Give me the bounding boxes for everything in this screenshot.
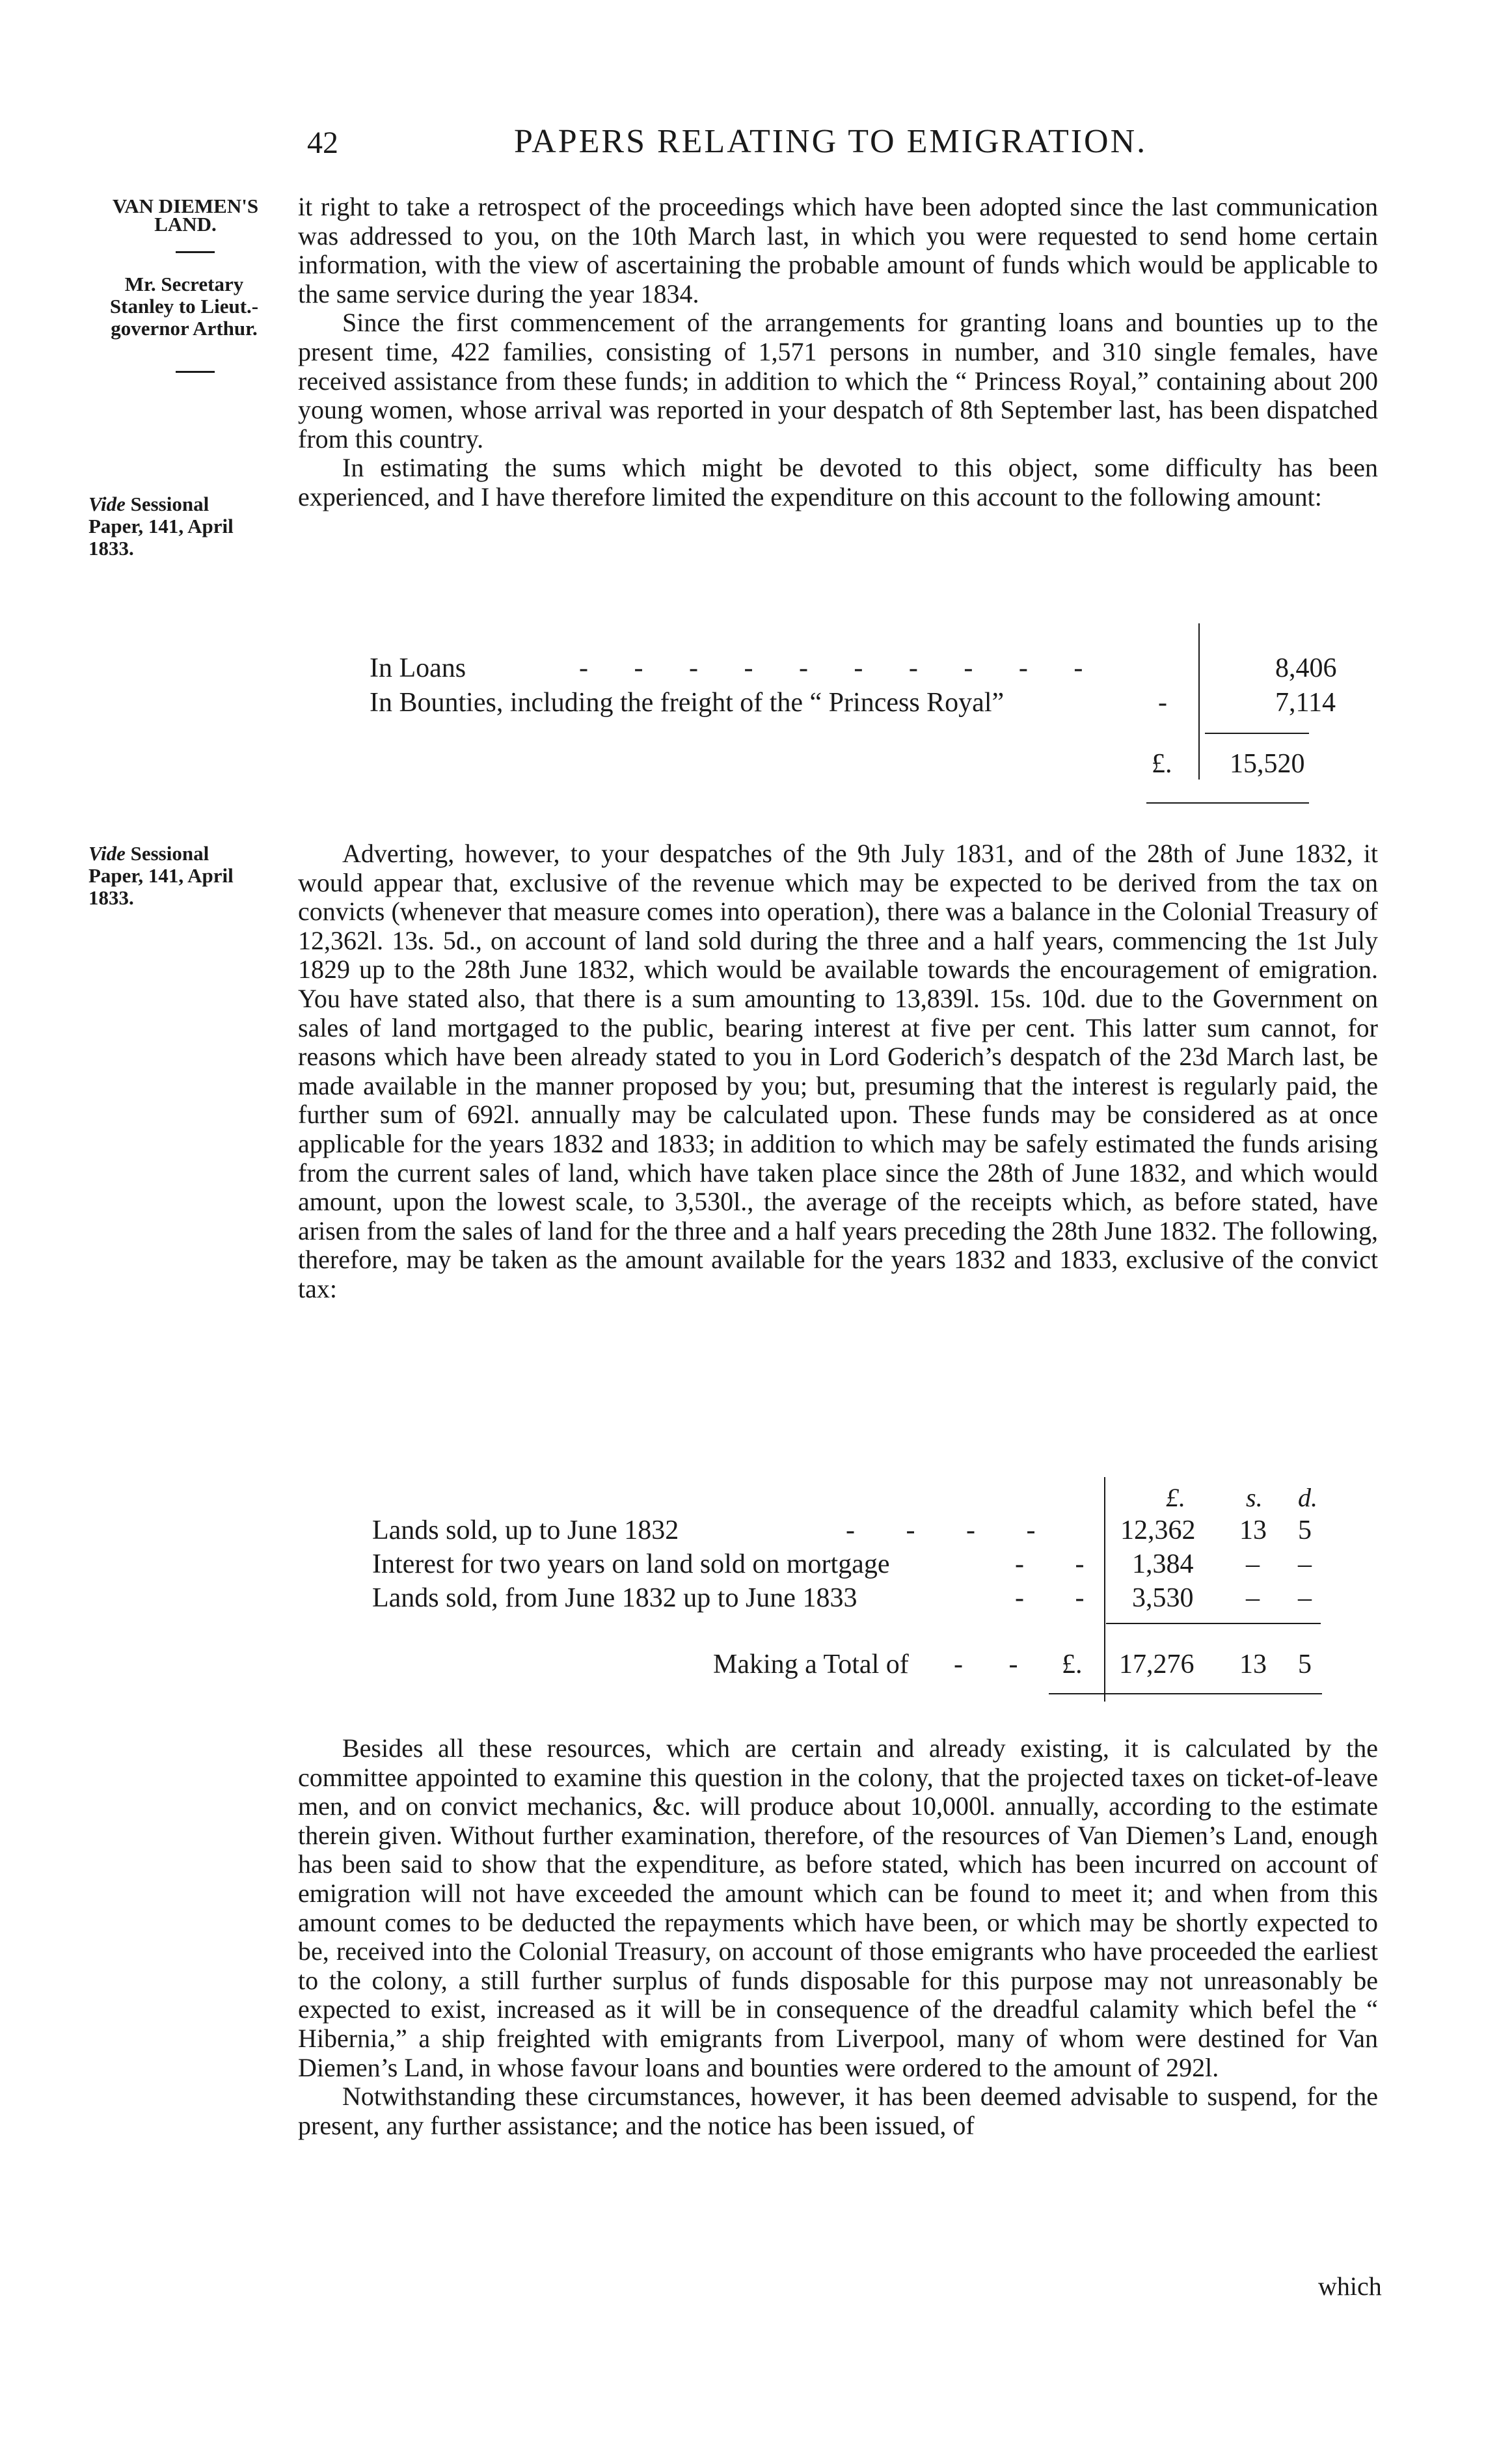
table-row-leaders: - - bbox=[1015, 1549, 1107, 1579]
sidenote-vide-2-line3: 1833. bbox=[88, 886, 134, 909]
total-shillings: 13 bbox=[1239, 1650, 1267, 1679]
table-row-label: Interest for two years on land sold on mortgage bbox=[372, 1549, 890, 1579]
sidenote-vide-1-text: Sessional bbox=[125, 493, 209, 515]
column-header-pence: d. bbox=[1298, 1483, 1317, 1512]
paragraph: Besides all these resources, which are certain and already existing, it is calculated by the committee appointed to examine this question in the colony, that the projected taxes on ticket-of-leave men, and on convict mechanics, &c. will produce about 10,000l. annually, according to the estimate therein given. Without further examination, therefore, of the resources of Van Diemen’s Land, enough has been said to show that the expenditure, as before stated, which has been incurred on account of emigration will not have exceeded the amount which can be found to meet it; and when from this amount comes to be deducted the repayments which have been, or which may be shortly expected to be, received into the Colonial Treasury, on account of those emigrants who have proceeded the earliest to the colony, a still further surplus of funds disposable for this purpose may not unreasonably be expected to exist, increased as it will be in consequence of the dreadful calamity which befel the “ Hibernia,” a ship freighted with emigrants from Liverpool, many of whom were destined for Van Diemen’s Land, in whose favour loans and bounties were ordered to the amount of 292l. bbox=[298, 1733, 1378, 2082]
sidenote-correspondence-line2: Stanley to Lieut.- bbox=[109, 295, 259, 318]
sidenote-vide-1-line2: Paper, 141, April bbox=[88, 515, 234, 537]
body-section-3 bbox=[298, 1734, 1378, 2140]
table-cell-shillings: 13 bbox=[1239, 1515, 1267, 1545]
sidenote-location-line1: VAN DIEMEN'S bbox=[112, 195, 259, 217]
table-row-leaders: - - bbox=[1015, 1583, 1107, 1613]
total-leaders: - - bbox=[954, 1650, 1038, 1679]
table-cell-shillings: – bbox=[1246, 1549, 1260, 1579]
sidenote-correspondence-line1: Mr. Secretary bbox=[124, 273, 244, 295]
table-row-amount: 8,406 bbox=[1275, 653, 1337, 683]
table-cell-pounds: 1,384 bbox=[1132, 1549, 1194, 1579]
column-header-shillings: s. bbox=[1246, 1483, 1263, 1512]
table-cell-shillings: – bbox=[1246, 1583, 1260, 1613]
paragraph: it right to take a retrospect of the proceedings which have been adopted since the last communication was addressed to you, on the 10th March last, in which you were requested to send home certain information, with the view of ascertaining the probable amount of funds which would be applicable to the same service during the year 1834. bbox=[298, 192, 1378, 308]
table-row-amount: 7,114 bbox=[1275, 688, 1336, 718]
table-row-label: Lands sold, up to June 1832 bbox=[372, 1515, 679, 1545]
total-currency: £. bbox=[1062, 1650, 1083, 1679]
table-cell-pounds: 3,530 bbox=[1132, 1583, 1194, 1613]
table-row-leaders: - bbox=[1158, 688, 1167, 718]
sidenote-location-line2: LAND. bbox=[154, 213, 217, 236]
sidenote-correspondence-line3: governor Arthur. bbox=[111, 317, 258, 340]
table-cell-pence: – bbox=[1298, 1549, 1312, 1579]
page-number: 42 bbox=[307, 126, 338, 160]
total-rule bbox=[1049, 1693, 1322, 1694]
total-pounds: 17,276 bbox=[1119, 1650, 1195, 1679]
paragraph: Adverting, however, to your despatches of the 9th July 1831, and of the 28th of June 1832, it would appear that, exclusive of the revenue which may be expected to be derived from the tax on convicts (whenever that measure comes into operation), there was a balance in the Colonial Treasury of 12,362l. 13s. 5d., on account of land sold during the three and a half years, commencing the 1st July 1829 up to the 28th June 1832, which would be available towards the encouragement of emigration. You have stated also, that there is a sum amounting to 13,839l. 15s. 10d. due to the Government on sales of land mortgaged to the public, bearing interest at five per cent. This latter sum cannot, for reasons which have been already stated to you in Lord Goderich’s despatch of the 23d March last, be made available in the manner proposed by you; but, presuming that the interest is regularly paid, the further sum of 692l. annually may be calculated upon. These funds may be considered as at once applicable for the years 1832 and 1833; in addition to which may be safely estimated the funds arising from the current sales of land, which have taken place since the 28th of June 1832, and which would amount, upon the lowest scale, to 3,530l., the average of the receipts which, as before stated, have arisen from the sales of land for the three and a half years preceding the 28th June 1832. The following, therefore, may be taken as the amount available for the years 1832 and 1833, exclusive of the convict tax: bbox=[298, 839, 1378, 1303]
sidenote-vide-1-line3: 1833. bbox=[88, 537, 134, 560]
sidenote-vide-2-italic: Vide bbox=[88, 842, 126, 865]
paragraph: In estimating the sums which might be devoted to this object, some difficulty has been experienced, and I have therefore limited the expenditure on this account to the following amount: bbox=[298, 453, 1378, 511]
sidenote-vide-2-line2: Paper, 141, April bbox=[88, 864, 234, 887]
table-cell-pounds: 12,362 bbox=[1120, 1515, 1196, 1545]
total-amount: 15,520 bbox=[1230, 749, 1305, 779]
total-label: Making a Total of bbox=[713, 1650, 909, 1679]
column-header-pounds: £. bbox=[1166, 1483, 1185, 1512]
total-pence: 5 bbox=[1298, 1650, 1312, 1679]
sidenote-vide-2-text: Sessional bbox=[125, 842, 209, 865]
paragraph: Notwithstanding these circumstances, however, it has been deemed advisable to suspend, for the present, any further assistance; and the notice has been issued, of bbox=[298, 2082, 1378, 2140]
table-row-label: Lands sold, from June 1832 up to June 1833 bbox=[372, 1583, 857, 1613]
sidenote-vide-1-italic: Vide bbox=[88, 493, 126, 515]
page-title: PAPERS RELATING TO EMIGRATION. bbox=[514, 123, 1148, 160]
table-cell-pence: 5 bbox=[1298, 1515, 1312, 1545]
total-currency: £. bbox=[1152, 749, 1172, 779]
table-row-leaders: - - - - - - - - - - bbox=[579, 653, 1103, 683]
table-cell-pence: – bbox=[1298, 1583, 1312, 1613]
table-row-label: In Bounties, including the freight of the “ Princess Royal” bbox=[370, 688, 1005, 718]
subtotal-rule bbox=[1106, 1623, 1321, 1624]
catchword: which bbox=[1318, 2272, 1382, 2301]
table-row-leaders: - - - - bbox=[846, 1515, 1058, 1545]
table-row-label: In Loans bbox=[370, 653, 466, 683]
paragraph: Since the first commencement of the arrangements for granting loans and bounties up to the present time, 422 families, consisting of 1,571 persons in number, and 310 single females, have received assistance from these funds; in addition to which the “ Princess Royal,” containing about 200 young women, whose arrival was reported in your despatch of 8th September last, has been dispatched from this country. bbox=[298, 308, 1378, 454]
